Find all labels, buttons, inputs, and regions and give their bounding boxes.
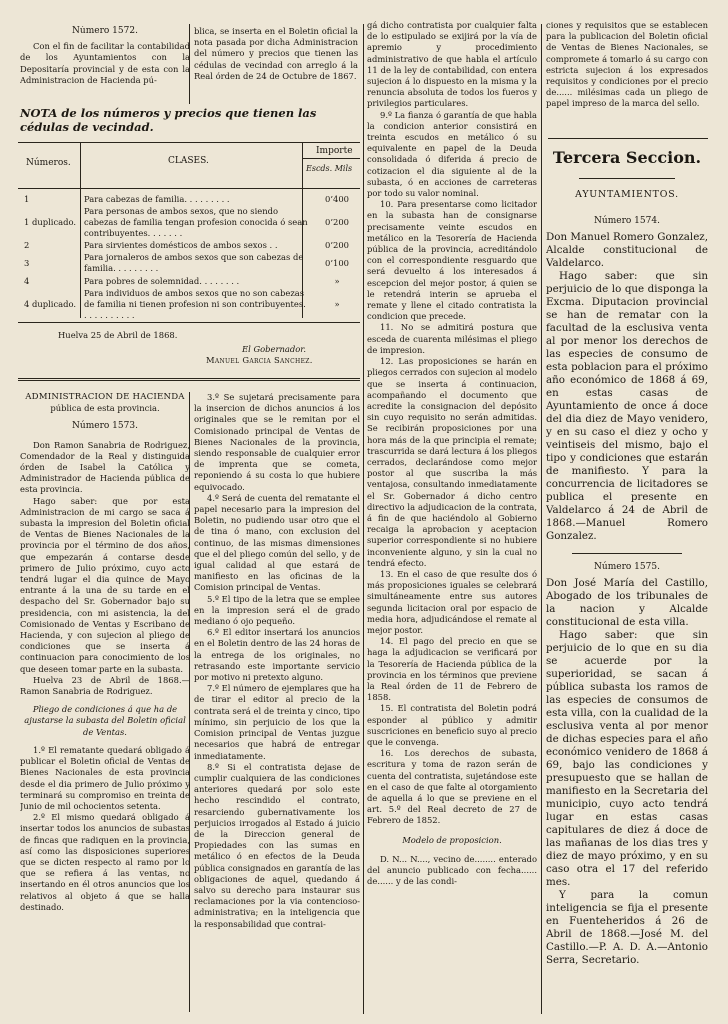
condicion-13: 13. En el caso de que resulte dos ó más proposiciones iguales se celebrará simultáneamente entre sus autores segunda licitacion oral por espacio de media hora, adjudicándose el remate al mejor postor. xyxy=(367,568,537,635)
notice-1572-intro xyxy=(20,26,190,102)
table-col-rule xyxy=(80,142,81,318)
condicion-12: 12. Las proposiciones se harán en pliegos cerrados con sujecion al modelo que se inserta á continuacion, acompañando el documento que acredite la consignacion del depósito sin cuyo requisito no serán admitidas. Se recibirán proposiciones por una hora más de la que principia el remate; trascurrida se dará lectura á los pliegos cerrados, declarándose como mejor postor al que suscriba la más ventajosa, consultando inmediatamente el Sr. Gobernador á dicho centro directivo la adjudicacion de la contrata, á fin de que haciéndolo al Gobierno recaiga la aprobacion y aceptacion superior correspondiente si no hubiere inconveniente alguno, y sin la cual no tendrá efecto. xyxy=(367,356,537,568)
condicion-1: 1.º El rematante quedará obligado á publicar el Boletin oficial de Ventas de Bienes Nacionales de esta provincia desde el dia primero de Julio próximo y terminará su compromiso en treinta de Junio de mil ochocientos setenta. xyxy=(20,744,190,811)
admin-number: Número 1573. xyxy=(72,421,138,432)
condicion-10: 10. Para presentarse como licitador en la subasta han de consignarse precisamente veinte escudos en metálico en la Tesorería de Hacienda pública de la provincia, acreditándolo con el correspondiente resguardo que será devuelto á los interesados á escepcion del mejor postor, á quien se le retendrá interin se aprueba el remate y llene el citado contratista la condicion que precede. xyxy=(367,199,537,322)
notice-body-cont: blica, se inserta en el Boletin oficial la nota pasada por dicha Administracion del número y precios que tienen las cédulas de vecindad con arreglo á la Real órden de 24 de Octubre de 1867. xyxy=(194,26,358,81)
admin-hacienda-column xyxy=(20,392,190,1012)
notice-1575-head: Don José María del Castillo, Abogado de los tribunales de la nacion y Alcalde constitucional de esta villa. xyxy=(546,577,708,629)
condicion-2: 2.º El mismo quedará obligado á insertar todos los anuncios de subastas de fincas que radiquen en la provincia, así como las disposiciones superiores que se dicten respecto al ramo por lo que se refiera á las ventas, no insertando en él otros anuncios que los relativos al objeto á que se halla destinado. xyxy=(20,812,190,912)
tercera-seccion xyxy=(546,148,708,1014)
table-sub-rule xyxy=(302,158,360,159)
nota-signature xyxy=(20,330,360,370)
row-importe: 0’400 xyxy=(325,194,349,204)
row-clase: Para personas de ambos sexos, que no siendo cabezas de familia tengan profesion conocida ó sean contribuyentes. . . . . . . xyxy=(84,206,308,238)
column-4-top xyxy=(546,20,708,132)
row-num: 4 xyxy=(24,276,30,286)
condicion-5: 5.º El tipo de la letra que se emplee en la impresion será el de grado mediano ó ojo pequeño. xyxy=(194,593,360,627)
conditions-column-3 xyxy=(367,20,537,1012)
notice-1574-head: Don Manuel Romero Gonzalez, Alcalde constitucional de Valdelarco. xyxy=(546,231,708,270)
col-header-numeros: Números. xyxy=(26,158,71,168)
condicion-8-cont: gá dicho contratista por cualquier falta de lo estipulado se exijirá por la vía de apremio y procedimiento administrativo de que habla el artículo 11 de la ley de contabilidad, con entera sujecion á lo dispuesto en la misma y la renuncia absoluta de todos los fueros y privilegios particulares. xyxy=(367,20,537,109)
row-clase: Para sirvientes domésticos de ambos sexos . . xyxy=(84,240,278,250)
condicion-15: 15. El contratista del Boletin podrá esponder al público y admitir suscriciones en beneficio suyo al precio que le convenga. xyxy=(367,703,537,747)
notice-number: Número 1572. xyxy=(72,26,138,36)
condicion-4: 4.º Será de cuenta del rematante el papel necesario para la impresion del Boletin, no pudiendo usar otro que el de tina ó mano, con exclusion del continuo, de las mismas dimensiones que el del pliego común del sello, y de igual calidad al que estará de manifiesto en las oficinas de la Comision principal de Ventas. xyxy=(194,492,360,593)
notice-number: Número 1574. xyxy=(594,216,660,226)
heading-rule xyxy=(579,178,675,179)
notice-body: Con el fin de facilitar la contabilidad de los Ayuntamientos con la Depositaría provincial y de esta con la Administracion de Hacienda pú- xyxy=(20,41,190,85)
modelo-title: Modelo de proposicion. xyxy=(402,834,502,845)
table-top-rule xyxy=(18,142,360,143)
notice-number: Número 1575. xyxy=(594,562,660,573)
condicion-16: 16. Los derechos de subasta, escritura y toma de razon serán de cuenta del contratista, sujetándose este en el caso de que falte al otorgamiento de aquella á lo que se previene en el art. 5.º del Real decreto de 27 de Febrero de 1852. xyxy=(367,748,537,826)
row-importe: » xyxy=(334,276,340,286)
row-clase: Para individuos de ambos sexos que no son cabezas de familia ni tienen profesion ni son contribuyentes. . . . . . . . . . . xyxy=(84,288,306,320)
col-header-clases: CLASES. xyxy=(168,156,209,166)
notice-rule xyxy=(572,553,682,554)
admin-heading: ADMINISTRACION DE HACIENDA xyxy=(25,392,185,402)
admin-fecha: Huelva 23 de Abril de 1868.—Ramon Sanabria de Rodriguez. xyxy=(20,674,190,697)
nota-cargo: El Gobernador. xyxy=(242,344,307,354)
cedulas-table xyxy=(18,142,360,338)
conditions-column xyxy=(194,392,360,1012)
notice-1575-body: Hago saber: que sin perjuicio de lo que en su dia se acuerde por la superioridad, se sacan á pública subasta los ramos de las especies de consumos de esta villa, con la cualidad de la esclusiva venta al por menor de dichas especies para el año económico venidero de 1868 á 69, bajo las condiciones y presupuesto que se hallan de manifiesto en la Secretaria del municipio, cuyo acto tendrá lugar en estas casas capitulares de diez á doce de las mañanas de los dias tres y diez de mayo próximo, y en su caso otra el 17 del referido mes. xyxy=(546,629,708,889)
notice-1572-body xyxy=(194,26,358,102)
notice-1575-close: Y para la comun inteligencia se fija el presente en Fuenteheridos á 26 de Abril de 1868.—José M. del Castillo.—P. A. D. A.—Antonio Serra, Secretario. xyxy=(546,889,708,967)
row-importe: 0’200 xyxy=(325,217,349,227)
condicion-9: 9.º La fianza ó garantía de que habla la condicion anterior consistirá en treinta escudos en metálico ó su equivalente en papel de la Deuda consolidada ó diferida á precio de cotizacion el dia siguiente al de la subasta, ó en acciones de carreteras por todo su valor nominal. xyxy=(367,109,537,199)
col-header-importe: Importe xyxy=(316,146,353,156)
table-header-rule xyxy=(18,188,360,189)
row-importe: 0’100 xyxy=(325,258,349,268)
condicion-7: 7.º El número de ejemplares que ha de tirar el editor al precio de la contrata será el de treinta y cinco, tipo mínimo, sin perjuicio de los que la Comision principal de Ventas juzgue necesarios que habrá de entregar inmediatamente. xyxy=(194,683,360,761)
col-header-escudos: Escds. Mils xyxy=(306,164,353,173)
notice-1574-body: Hago saber: que sin perjuicio de lo que disponga la Excma. Diputacion provincial se han de rematar con la facultad de la esclusiva venta al por menor los derechos de las especies de consumo de esta poblacion para el próximo año económico de 1868 á 69, en estas casas de Ayuntamiento de once á doce del dia diez de Mayo venidero, y en su caso el diez y ocho y veintiseis del mismo, bajo el tipo y condiciones que estarán de manifiesto. Y para la concurrencia de licitadores se publica el presente en Valdelarco á 24 de Abril de 1868.—Manuel Romero Gonzalez. xyxy=(546,270,708,543)
row-importe: 0’200 xyxy=(325,240,349,250)
row-num: 4 duplicado. xyxy=(24,299,77,309)
section-divider xyxy=(548,138,708,139)
pliego-title: Pliego de condiciones á que ha de ajustarse la subasta del Boletin oficial de Ventas. xyxy=(24,704,186,737)
column-rule xyxy=(189,24,190,104)
row-num: 1 xyxy=(24,194,30,204)
admin-subheading: pública de esta provincia. xyxy=(50,403,160,414)
condicion-11: 11. No se admitirá postura que esceda de cuarenta milésimas el pliego de impresion. xyxy=(367,322,537,355)
column-rule xyxy=(541,24,542,1014)
modelo-cont: ciones y requisitos que se establecen para la publicacion del Boletin oficial de Ventas de Bienes Nacionales, se compromete á tomarlo á su cargo con estricta sujecion á los expresados requisitos y condiciones por el precio de...... milésimas cada un pliego de papel impreso de la marca del sello. xyxy=(546,20,708,109)
section-subheading: AYUNTAMIENTOS. xyxy=(575,189,679,200)
row-importe: » xyxy=(334,299,340,309)
column-rule xyxy=(363,24,364,1014)
column-rule xyxy=(189,392,190,1012)
table-bottom-rule xyxy=(18,322,360,323)
row-clase: Para cabezas de familia. . . . . . . . . xyxy=(84,194,230,204)
modelo-text: D. N... N...., vecino de........ enterado del anuncio publicado con fecha...... de...... y de las condi- xyxy=(367,853,537,887)
condicion-3: 3.º Se sujetará precisamente para la insercion de dichos anuncios á los originales que se le remitan por el Comisionado principal de Ventas de Bienes Nacionales de la provincia, siendo responsable de cualquier error de imprenta que se cometa, reponiendo á su costa lo que hubiere equivocado. xyxy=(194,392,360,492)
nota-firma: Manuel Garcia Sanchez. xyxy=(206,355,313,365)
section-divider xyxy=(18,378,360,381)
row-num: 1 duplicado. xyxy=(24,217,77,227)
condicion-6: 6.º El editor insertará los anuncios en el Boletin dentro de las 24 horas de la entrega de los originales, no retrasando este importante servicio por motivo ni pretexto alguno. xyxy=(194,627,360,683)
row-num: 3 xyxy=(24,258,30,268)
admin-hago-saber: Hago saber: que por esta Administracion de mi cargo se saca á subasta la impresion del Boletin oficial de Ventas de Bienes Nacionales de la provincia por el término de dos años, que empezarán á contarse desde primero de Julio próximo, cuyo acto tendrá lugar el dia quince de Mayo entrante á la una de su tarde en el despacho del Sr. Gobernador bajo su presidencia, con mi asistencia, la del Comisionado de Ventas y Escribano de Hacienda, y con sujecion al pliego de condiciones que se inserta á continuacion para conocimiento de los que deseen tomar parte en la subasta. xyxy=(20,495,190,674)
section-heading: Tercera Seccion. xyxy=(552,148,702,167)
condicion-14: 14. El pago del precio en que se haga la adjudicacion se verificará por la Tesorería de Hacienda pública de la provincia en los términos que previene la Real órden de 11 de Febrero de 1858. xyxy=(367,636,537,703)
admin-intro: Don Ramon Sanabria de Rodriguez, Comendador de la Real y distinguida órden de Isabel la Católica y Administrador de Hacienda pública de esta provincia. xyxy=(20,439,190,495)
row-clase: Para jornaleros de ambos sexos que son cabezas de familia. . . . . . . . . xyxy=(84,252,304,273)
row-clase: Para pobres de solemnidad. . . . . . . . xyxy=(84,276,240,286)
nota-title: NOTA de los números y precios que tienen las cédulas de vecindad. xyxy=(20,106,317,134)
nota-fecha: Huelva 25 de Abril de 1868. xyxy=(58,330,178,340)
condicion-8: 8.º Si el contratista dejase de cumplir cualquiera de las condiciones anteriores quedará por solo este hecho rescindido el contrato, resarciendo gubernativamente los perjuicios irrogados al Estado á juicio de la Direccion general de Propiedades con las sumas en metálico ó en efectos de la Deuda pública consignados en garantía de las obligaciones de aquel, quedando á salvo su derecho para instaurar sus reclamaciones por la via contencioso-administrativa; en la inteligencia que la responsabilidad que contrai- xyxy=(194,761,360,929)
row-num: 2 xyxy=(24,240,30,250)
